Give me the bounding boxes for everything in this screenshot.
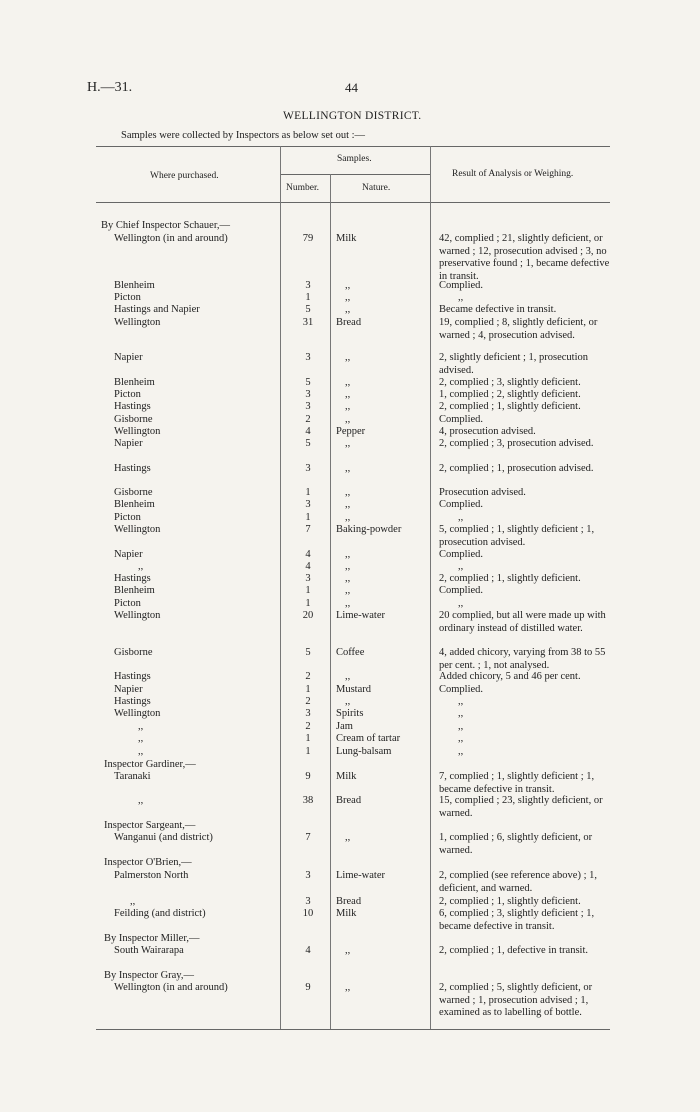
table-row	[0, 304, 700, 315]
cell-nature: Spirits	[336, 708, 364, 719]
table-row	[0, 487, 700, 498]
cell-number: 1	[305, 585, 311, 596]
cell-nature: Baking-powder	[336, 524, 402, 535]
cell-nature: Milk	[336, 233, 357, 244]
cell-where-purchased: Wellington (in and around)	[114, 982, 228, 993]
samples-header-rule	[280, 174, 430, 175]
cell-number: 5	[305, 438, 311, 449]
table-row	[0, 982, 700, 1018]
table-row	[0, 389, 700, 400]
cell-number: 3	[305, 573, 311, 584]
cell-nature: Jam	[336, 721, 353, 732]
inspector-heading: Inspector Gardiner,—	[104, 759, 196, 770]
cell-where-purchased: ,,	[138, 795, 144, 806]
cell-number: 3	[305, 463, 311, 474]
cell-number: 4	[305, 549, 311, 560]
cell-where-purchased: Hastings	[114, 463, 151, 474]
cell-where-purchased: Blenheim	[114, 280, 155, 291]
cell-nature: ,,	[345, 696, 351, 707]
cell-where-purchased: Wanganui (and district)	[114, 832, 213, 843]
table-row	[0, 945, 700, 956]
cell-nature: ,,	[345, 292, 351, 303]
cell-where-purchased: Napier	[114, 352, 143, 363]
cell-number: 2	[305, 414, 311, 425]
cell-result: 15, complied ; 23, slightly deficient, or warned.	[439, 795, 603, 819]
cell-where-purchased: Blenheim	[114, 377, 155, 388]
cell-number: 2	[305, 671, 311, 682]
table-row	[0, 795, 700, 819]
inspector-heading: Inspector Sargeant,—	[104, 820, 196, 831]
cell-where-purchased: ,,	[138, 561, 144, 572]
cell-number: 2	[305, 721, 311, 732]
cell-nature: ,,	[345, 280, 351, 291]
cell-number: 3	[305, 870, 311, 881]
cell-number: 3	[305, 401, 311, 412]
cell-number: 9	[305, 771, 311, 782]
cell-number: 20	[302, 610, 314, 621]
cell-number: 2	[305, 696, 311, 707]
cell-number: 3	[305, 708, 311, 719]
cell-number: 3	[305, 389, 311, 400]
cell-where-purchased: Hastings	[114, 573, 151, 584]
cell-number: 7	[305, 832, 311, 843]
cell-nature: Bread	[336, 317, 362, 328]
cell-result: 1, complied ; 2, slightly deficient.	[439, 389, 581, 400]
table-row	[0, 585, 700, 596]
table-row	[0, 352, 700, 376]
cell-result: Complied.	[439, 499, 484, 510]
cell-number: 1	[305, 733, 311, 744]
cell-where-purchased: Blenheim	[114, 585, 155, 596]
cell-where-purchased: Gisborne	[114, 647, 153, 658]
cell-nature: ,,	[345, 585, 351, 596]
cell-nature: ,,	[345, 377, 351, 388]
cell-where-purchased: Wellington	[114, 524, 161, 535]
cell-where-purchased: Wellington	[114, 426, 161, 437]
cell-where-purchased: South Wairarapa	[114, 945, 184, 956]
table-row	[0, 746, 700, 757]
table-row	[0, 684, 700, 695]
cell-result: 2, complied (see reference above) ; 1, deficient, and warned.	[439, 870, 598, 894]
table-row	[0, 908, 700, 932]
cell-where-purchased: Wellington	[114, 708, 161, 719]
cell-number: 38	[302, 795, 314, 806]
cell-nature: Pepper	[336, 426, 366, 437]
cell-result: Became defective in transit.	[439, 304, 557, 315]
table-row	[0, 463, 700, 474]
cell-nature: Mustard	[336, 684, 371, 695]
cell-where-purchased: ,,	[130, 896, 136, 907]
table-row	[0, 696, 700, 707]
cell-result: 4, prosecution advised.	[439, 426, 536, 437]
cell-result: 2, complied ; 1, prosecution advised.	[439, 463, 594, 474]
table-row	[0, 512, 700, 523]
cell-nature: Bread	[336, 795, 362, 806]
cell-result: ,,	[458, 512, 464, 523]
cell-result: 2, complied ; 1, defective in transit.	[439, 945, 588, 956]
cell-where-purchased: Wellington	[114, 610, 161, 621]
cell-nature: ,,	[345, 304, 351, 315]
cell-number: 4	[305, 945, 311, 956]
header-bottom-rule	[96, 202, 610, 203]
cell-result: 5, complied ; 1, slightly deficient ; 1, prosecution advised.	[439, 524, 595, 548]
cell-result: 2, slightly deficient ; 1, prosecution advised.	[439, 352, 589, 376]
cell-number: 1	[305, 487, 311, 498]
cell-nature: Coffee	[336, 647, 365, 658]
table-row	[0, 426, 700, 437]
table-row	[0, 561, 700, 572]
cell-nature: ,,	[345, 982, 351, 993]
cell-result: 42, complied ; 21, slightly deficient, or warned ; 12, prosecution advised ; 3, no preservative found ; 1, became defective in transit.	[439, 233, 610, 282]
cell-nature: ,,	[345, 549, 351, 560]
cell-where-purchased: ,,	[138, 733, 144, 744]
cell-result: 2, complied ; 3, slightly deficient.	[439, 377, 581, 388]
cell-result: Prosecution advised.	[439, 487, 526, 498]
table-row	[0, 820, 700, 831]
header-samples: Samples.	[337, 154, 372, 164]
cell-where-purchased: Wellington	[114, 317, 161, 328]
cell-where-purchased: Hastings	[114, 401, 151, 412]
cell-where-purchased: Blenheim	[114, 499, 155, 510]
table-row	[0, 414, 700, 425]
table-top-rule	[96, 146, 610, 147]
cell-nature: ,,	[345, 512, 351, 523]
cell-result: Complied.	[439, 585, 484, 596]
cell-number: 1	[305, 598, 311, 609]
cell-result: ,,	[458, 561, 464, 572]
cell-where-purchased: Feilding (and district)	[114, 908, 206, 919]
document-reference: H.—31.	[87, 80, 133, 95]
cell-where-purchased: Gisborne	[114, 487, 153, 498]
table-bottom-rule	[96, 1029, 610, 1030]
cell-number: 7	[305, 524, 311, 535]
table-row	[0, 598, 700, 609]
inspector-heading: By Inspector Miller,—	[104, 933, 200, 944]
cell-where-purchased: Picton	[114, 512, 141, 523]
cell-number: 1	[305, 746, 311, 757]
table-row	[0, 671, 700, 682]
cell-nature: ,,	[345, 438, 351, 449]
cell-result: 2, complied ; 3, prosecution advised.	[439, 438, 594, 449]
cell-result: 1, complied ; 6, slightly deficient, or warned.	[439, 832, 593, 856]
cell-nature: ,,	[345, 352, 351, 363]
cell-number: 4	[305, 426, 311, 437]
cell-number: 5	[305, 304, 311, 315]
cell-number: 1	[305, 684, 311, 695]
header-number: Number.	[286, 183, 319, 193]
cell-result: ,,	[458, 733, 464, 744]
cell-where-purchased: Gisborne	[114, 414, 153, 425]
cell-number: 5	[305, 377, 311, 388]
cell-number: 3	[305, 352, 311, 363]
table-row	[0, 292, 700, 303]
cell-where-purchased: Picton	[114, 598, 141, 609]
cell-result: Complied.	[439, 280, 484, 291]
cell-result: ,,	[458, 292, 464, 303]
cell-where-purchased: Picton	[114, 389, 141, 400]
cell-where-purchased: Hastings	[114, 696, 151, 707]
cell-result: 7, complied ; 1, slightly deficient ; 1, became defective in transit.	[439, 771, 595, 795]
table-row	[0, 759, 700, 770]
cell-where-purchased: Hastings and Napier	[114, 304, 200, 315]
cell-nature: ,,	[345, 401, 351, 412]
cell-nature: ,,	[345, 671, 351, 682]
table-row	[0, 280, 700, 291]
cell-where-purchased: Napier	[114, 684, 143, 695]
cell-where-purchased: ,,	[138, 721, 144, 732]
table-row	[0, 857, 700, 868]
header-where-purchased: Where purchased.	[150, 171, 219, 181]
cell-result: ,,	[458, 598, 464, 609]
cell-number: 10	[302, 908, 314, 919]
cell-nature: ,,	[345, 561, 351, 572]
cell-result: 2, complied ; 1, slightly deficient.	[439, 401, 581, 412]
cell-nature: ,,	[345, 414, 351, 425]
table-row	[0, 708, 700, 719]
table-row	[0, 499, 700, 510]
cell-number: 9	[305, 982, 311, 993]
table-row	[0, 401, 700, 412]
cell-nature: Lung-balsam	[336, 746, 392, 757]
cell-number: 1	[305, 512, 311, 523]
cell-nature: Lime-water	[336, 610, 385, 621]
page-title: WELLINGTON DISTRICT.	[283, 110, 422, 122]
table-row	[0, 220, 700, 231]
cell-where-purchased: Napier	[114, 438, 143, 449]
header-result: Result of Analysis or Weighing.	[452, 169, 574, 179]
cell-where-purchased: Hastings	[114, 671, 151, 682]
cell-result: ,,	[458, 746, 464, 757]
table-row	[0, 870, 700, 894]
cell-where-purchased: Picton	[114, 292, 141, 303]
cell-result: Added chicory, 5 and 46 per cent.	[439, 671, 581, 682]
cell-result: 20 complied, but all were made up with ordinary instead of distilled water.	[439, 610, 606, 634]
cell-nature: ,,	[345, 573, 351, 584]
cell-nature: Bread	[336, 896, 362, 907]
table-row	[0, 647, 700, 671]
table-row	[0, 896, 700, 907]
cell-where-purchased: Taranaki	[114, 771, 151, 782]
cell-number: 3	[305, 896, 311, 907]
cell-number: 3	[305, 280, 311, 291]
table-row	[0, 524, 700, 548]
table-row	[0, 573, 700, 584]
cell-result: ,,	[458, 721, 464, 732]
table-row	[0, 438, 700, 449]
table-row	[0, 549, 700, 560]
cell-nature: Milk	[336, 771, 357, 782]
cell-nature: ,,	[345, 389, 351, 400]
cell-number: 4	[305, 561, 311, 572]
cell-where-purchased: Palmerston North	[114, 870, 189, 881]
cell-where-purchased: ,,	[138, 746, 144, 757]
cell-result: 19, complied ; 8, slightly deficient, or warned ; 4, prosecution advised.	[439, 317, 598, 341]
cell-nature: ,,	[345, 487, 351, 498]
page-number: 44	[345, 80, 358, 95]
table-row	[0, 377, 700, 388]
cell-nature: ,,	[345, 945, 351, 956]
cell-result: 2, complied ; 5, slightly deficient, or warned ; 1, prosecution advised ; 1, examined as to labelling of bottle.	[439, 982, 593, 1018]
cell-number: 79	[302, 233, 314, 244]
cell-number: 5	[305, 647, 311, 658]
cell-result: 2, complied ; 1, slightly deficient.	[439, 573, 581, 584]
page-subtitle: Samples were collected by Inspectors as below set out :—	[121, 130, 366, 141]
inspector-heading: By Chief Inspector Schauer,—	[101, 220, 231, 231]
table-row	[0, 610, 700, 634]
inspector-heading: Inspector O'Brien,—	[104, 857, 192, 868]
cell-result: ,,	[458, 696, 464, 707]
cell-where-purchased: Wellington (in and around)	[114, 233, 228, 244]
table-row	[0, 970, 700, 981]
header-nature: Nature.	[362, 183, 391, 193]
cell-result: 6, complied ; 3, slightly deficient ; 1, became defective in transit.	[439, 908, 595, 932]
table-row	[0, 933, 700, 944]
cell-result: Complied.	[439, 684, 484, 695]
cell-result: 4, added chicory, varying from 38 to 55 per cent. ; 1, not analysed.	[439, 647, 606, 671]
cell-nature: ,,	[345, 463, 351, 474]
cell-result: Complied.	[439, 414, 484, 425]
cell-nature: ,,	[345, 598, 351, 609]
cell-result: ,,	[458, 708, 464, 719]
cell-number: 3	[305, 499, 311, 510]
table-row	[0, 721, 700, 732]
cell-result: Complied.	[439, 549, 484, 560]
cell-where-purchased: Napier	[114, 549, 143, 560]
cell-nature: Lime-water	[336, 870, 385, 881]
table-row	[0, 832, 700, 856]
cell-nature: ,,	[345, 499, 351, 510]
cell-number: 31	[302, 317, 314, 328]
cell-nature: Cream of tartar	[336, 733, 401, 744]
table-row	[0, 233, 700, 282]
table-row	[0, 317, 700, 341]
table-row	[0, 733, 700, 744]
cell-result: 2, complied ; 1, slightly deficient.	[439, 896, 581, 907]
table-row	[0, 771, 700, 795]
cell-number: 1	[305, 292, 311, 303]
cell-nature: Milk	[336, 908, 357, 919]
cell-nature: ,,	[345, 832, 351, 843]
inspector-heading: By Inspector Gray,—	[104, 970, 195, 981]
